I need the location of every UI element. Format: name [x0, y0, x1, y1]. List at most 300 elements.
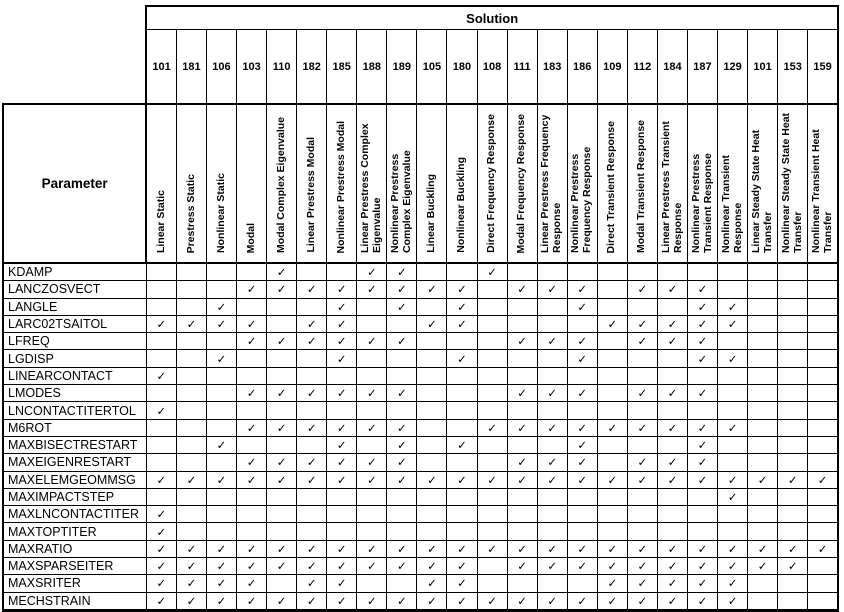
matrix-cell — [297, 281, 327, 298]
matrix-cell — [176, 558, 206, 575]
matrix-cell — [748, 419, 778, 436]
matrix-cell — [237, 350, 267, 367]
matrix-cell — [657, 471, 687, 488]
matrix-cell — [597, 558, 627, 575]
solution-code-109: 109 — [597, 30, 627, 105]
solution-name-cell — [417, 104, 447, 263]
matrix-cell — [297, 263, 327, 281]
matrix-cell — [627, 523, 657, 540]
check-icon: ✓ — [336, 576, 347, 591]
matrix-cell — [778, 298, 808, 315]
matrix-cell — [537, 592, 567, 610]
matrix-cell — [778, 367, 808, 384]
check-icon: ✓ — [637, 317, 648, 332]
parameter-row-maxratio — [3, 540, 838, 557]
matrix-cell — [387, 298, 417, 315]
matrix-cell — [778, 523, 808, 540]
matrix-cell — [657, 281, 687, 298]
matrix-cell — [627, 558, 657, 575]
check-icon: ✓ — [457, 541, 467, 556]
matrix-cell — [687, 315, 717, 332]
matrix-cell — [537, 367, 567, 384]
check-icon: ✓ — [757, 472, 768, 487]
matrix-cell — [627, 436, 657, 453]
solution-name-label: Direct Transient Response — [605, 120, 618, 253]
matrix-cell — [146, 419, 176, 436]
check-icon: ✓ — [186, 541, 197, 556]
solution-name-cell — [297, 104, 327, 263]
check-icon: ✓ — [577, 541, 588, 556]
matrix-cell — [206, 506, 236, 523]
check-icon: ✓ — [276, 282, 287, 297]
matrix-cell — [808, 436, 838, 453]
matrix-cell — [206, 592, 236, 610]
matrix-cell — [176, 263, 206, 281]
matrix-cell — [447, 419, 477, 436]
matrix-cell — [387, 592, 417, 610]
check-icon: ✓ — [697, 438, 708, 453]
solution-code-111: 111 — [507, 30, 537, 105]
matrix-cell — [597, 402, 627, 419]
matrix-cell — [537, 575, 567, 592]
matrix-cell — [477, 488, 507, 505]
check-icon: ✓ — [276, 541, 287, 556]
check-icon: ✓ — [607, 541, 618, 556]
check-icon: ✓ — [577, 472, 588, 487]
solution-codes-row — [3, 30, 838, 105]
matrix-cell — [718, 385, 748, 402]
solution-code-103: 103 — [237, 30, 267, 105]
matrix-cell — [447, 575, 477, 592]
solution-name-cell — [206, 104, 236, 263]
matrix-cell — [778, 488, 808, 505]
matrix-cell — [567, 540, 597, 557]
matrix-cell — [237, 367, 267, 384]
check-icon: ✓ — [246, 317, 257, 332]
matrix-cell — [627, 488, 657, 505]
check-icon: ✓ — [397, 420, 407, 435]
solution-code-184: 184 — [657, 30, 687, 105]
matrix-cell — [297, 385, 327, 402]
check-icon: ✓ — [306, 386, 317, 401]
matrix-cell — [447, 454, 477, 471]
matrix-cell — [687, 436, 717, 453]
matrix-cell — [507, 402, 537, 419]
matrix-cell — [748, 333, 778, 350]
solution-name-cell — [778, 104, 808, 263]
matrix-cell — [237, 419, 267, 436]
matrix-cell — [327, 367, 357, 384]
check-icon: ✓ — [517, 282, 527, 297]
matrix-cell — [808, 281, 838, 298]
check-icon: ✓ — [667, 282, 678, 297]
check-icon: ✓ — [336, 472, 347, 487]
matrix-cell — [507, 523, 537, 540]
matrix-cell — [477, 471, 507, 488]
check-icon: ✓ — [156, 541, 167, 556]
check-icon: ✓ — [156, 576, 167, 591]
matrix-cell — [657, 575, 687, 592]
matrix-cell — [146, 263, 176, 281]
check-icon: ✓ — [336, 455, 347, 470]
matrix-cell — [537, 436, 567, 453]
check-icon: ✓ — [667, 559, 678, 574]
matrix-cell — [657, 454, 687, 471]
matrix-cell — [267, 281, 297, 298]
check-icon: ✓ — [517, 386, 527, 401]
matrix-cell — [687, 263, 717, 281]
matrix-cell — [537, 540, 567, 557]
check-icon: ✓ — [547, 386, 557, 401]
matrix-cell — [206, 263, 236, 281]
check-icon: ✓ — [306, 420, 317, 435]
matrix-cell — [176, 436, 206, 453]
matrix-cell — [507, 454, 537, 471]
check-icon: ✓ — [216, 559, 227, 574]
solution-name-label: Modal Complex Eigenvalue — [274, 117, 287, 253]
matrix-cell — [537, 506, 567, 523]
matrix-cell — [387, 506, 417, 523]
matrix-cell — [327, 333, 357, 350]
matrix-cell — [447, 540, 477, 557]
matrix-cell — [417, 488, 447, 505]
check-icon: ✓ — [336, 593, 347, 608]
matrix-cell — [206, 350, 236, 367]
matrix-cell — [567, 350, 597, 367]
matrix-cell — [297, 298, 327, 315]
matrix-cell — [146, 367, 176, 384]
check-icon: ✓ — [787, 559, 798, 574]
solution-name-label: Prestress Static — [184, 173, 197, 253]
matrix-cell — [537, 298, 567, 315]
check-icon: ✓ — [727, 576, 738, 591]
solution-name-cell — [657, 104, 687, 263]
matrix-cell — [718, 350, 748, 367]
check-icon: ✓ — [817, 472, 828, 487]
matrix-cell — [808, 471, 838, 488]
matrix-cell — [748, 506, 778, 523]
check-icon: ✓ — [607, 472, 618, 487]
matrix-cell — [417, 367, 447, 384]
check-icon: ✓ — [366, 593, 377, 608]
corner-spacer — [3, 6, 146, 30]
solution-name-cell — [627, 104, 657, 263]
check-icon: ✓ — [366, 455, 377, 470]
check-icon: ✓ — [336, 282, 347, 297]
matrix-cell — [507, 298, 537, 315]
check-icon: ✓ — [547, 282, 557, 297]
check-icon: ✓ — [336, 299, 347, 314]
check-icon: ✓ — [697, 386, 708, 401]
matrix-cell — [206, 540, 236, 557]
matrix-cell — [748, 488, 778, 505]
matrix-cell — [417, 523, 447, 540]
matrix-cell — [176, 523, 206, 540]
matrix-cell — [297, 350, 327, 367]
matrix-cell — [627, 350, 657, 367]
check-icon: ✓ — [397, 265, 407, 280]
matrix-cell — [657, 367, 687, 384]
solution-name-label: Linear Prestress Complex Eigenvalue — [359, 123, 383, 253]
check-icon: ✓ — [667, 541, 678, 556]
solution-name-cell — [537, 104, 567, 263]
matrix-cell — [627, 402, 657, 419]
matrix-cell — [657, 506, 687, 523]
matrix-cell — [477, 315, 507, 332]
check-icon: ✓ — [517, 455, 527, 470]
matrix-cell — [176, 385, 206, 402]
matrix-cell — [146, 558, 176, 575]
solution-name-cell — [687, 104, 717, 263]
check-icon: ✓ — [336, 334, 347, 349]
matrix-cell — [297, 333, 327, 350]
parameter-name: MAXELEMGEOMMSG — [3, 471, 146, 488]
matrix-cell — [537, 523, 567, 540]
matrix-cell — [327, 315, 357, 332]
matrix-cell — [267, 333, 297, 350]
matrix-cell — [627, 506, 657, 523]
matrix-cell — [206, 558, 236, 575]
matrix-cell — [146, 506, 176, 523]
check-icon: ✓ — [697, 317, 708, 332]
matrix-cell — [748, 592, 778, 610]
matrix-cell — [567, 454, 597, 471]
matrix-cell — [176, 488, 206, 505]
matrix-cell — [357, 281, 387, 298]
matrix-cell — [597, 454, 627, 471]
check-icon: ✓ — [306, 593, 317, 608]
matrix-cell — [357, 402, 387, 419]
check-icon: ✓ — [577, 438, 588, 453]
matrix-cell — [447, 367, 477, 384]
matrix-cell — [687, 385, 717, 402]
check-icon: ✓ — [246, 559, 257, 574]
matrix-cell — [567, 402, 597, 419]
matrix-cell — [657, 419, 687, 436]
matrix-cell — [627, 281, 657, 298]
matrix-cell — [297, 575, 327, 592]
matrix-cell — [357, 540, 387, 557]
check-icon: ✓ — [156, 403, 167, 418]
matrix-cell — [477, 592, 507, 610]
check-icon: ✓ — [397, 334, 407, 349]
matrix-cell — [267, 558, 297, 575]
solution-code-153: 153 — [778, 30, 808, 105]
matrix-cell — [687, 575, 717, 592]
matrix-cell — [597, 488, 627, 505]
matrix-cell — [657, 298, 687, 315]
matrix-cell — [537, 471, 567, 488]
matrix-cell — [718, 419, 748, 436]
check-icon: ✓ — [427, 593, 437, 608]
matrix-cell — [176, 471, 206, 488]
check-icon: ✓ — [667, 472, 678, 487]
matrix-cell — [417, 540, 447, 557]
solution-names-row — [3, 104, 838, 263]
check-icon: ✓ — [306, 472, 317, 487]
matrix-cell — [778, 575, 808, 592]
matrix-cell — [507, 367, 537, 384]
matrix-cell — [567, 315, 597, 332]
check-icon: ✓ — [757, 541, 768, 556]
check-icon: ✓ — [667, 317, 678, 332]
matrix-cell — [597, 263, 627, 281]
matrix-cell — [387, 402, 417, 419]
matrix-cell — [237, 575, 267, 592]
matrix-cell — [447, 263, 477, 281]
matrix-cell — [357, 350, 387, 367]
matrix-cell — [507, 540, 537, 557]
matrix-cell — [748, 263, 778, 281]
matrix-cell — [297, 402, 327, 419]
matrix-cell — [176, 454, 206, 471]
solution-name-label: Linear Prestress Frequency Response — [539, 114, 564, 253]
parameter-name: LFREQ — [3, 333, 146, 350]
matrix-cell — [387, 454, 417, 471]
matrix-cell — [778, 263, 808, 281]
matrix-cell — [477, 333, 507, 350]
check-icon: ✓ — [156, 593, 167, 608]
check-icon: ✓ — [727, 559, 738, 574]
matrix-cell — [778, 558, 808, 575]
matrix-cell — [657, 315, 687, 332]
solution-header-row — [3, 6, 838, 30]
check-icon: ✓ — [607, 576, 618, 591]
matrix-cell — [297, 436, 327, 453]
parameter-row-maxsriter — [3, 575, 838, 592]
matrix-cell — [507, 575, 537, 592]
matrix-cell — [387, 315, 417, 332]
check-icon: ✓ — [336, 559, 347, 574]
check-icon: ✓ — [427, 541, 437, 556]
matrix-cell — [447, 471, 477, 488]
check-icon: ✓ — [156, 507, 167, 522]
corner-spacer — [3, 30, 146, 105]
parameter-name: LARC02TSAITOL — [3, 315, 146, 332]
matrix-cell — [357, 385, 387, 402]
matrix-cell — [808, 419, 838, 436]
matrix-cell — [507, 350, 537, 367]
matrix-cell — [718, 281, 748, 298]
matrix-cell — [567, 488, 597, 505]
matrix-cell — [567, 575, 597, 592]
check-icon: ✓ — [517, 420, 527, 435]
parameter-name: MAXBISECTRESTART — [3, 436, 146, 453]
solution-name-cell — [597, 104, 627, 263]
matrix-cell — [146, 540, 176, 557]
matrix-cell — [657, 333, 687, 350]
check-icon: ✓ — [607, 420, 618, 435]
matrix-cell — [477, 281, 507, 298]
parameter-row-maxlncontactiter — [3, 506, 838, 523]
parameter-row-lgdisp — [3, 350, 838, 367]
matrix-cell — [597, 523, 627, 540]
matrix-cell — [176, 540, 206, 557]
matrix-cell — [447, 436, 477, 453]
parameter-name: MECHSTRAIN — [3, 592, 146, 610]
matrix-cell — [507, 488, 537, 505]
parameter-name: MAXIMPACTSTEP — [3, 488, 146, 505]
check-icon: ✓ — [246, 386, 257, 401]
solution-name-label: Nonlinear Prestress Frequency Response — [569, 146, 594, 253]
matrix-cell — [297, 454, 327, 471]
matrix-cell — [297, 523, 327, 540]
check-icon: ✓ — [487, 472, 497, 487]
parameter-row-larc02tsaitol — [3, 315, 838, 332]
matrix-cell — [718, 367, 748, 384]
check-icon: ✓ — [577, 299, 588, 314]
matrix-cell — [687, 471, 717, 488]
matrix-cell — [267, 575, 297, 592]
matrix-cell — [597, 592, 627, 610]
check-icon: ✓ — [397, 593, 407, 608]
matrix-cell — [206, 367, 236, 384]
matrix-cell — [146, 333, 176, 350]
matrix-cell — [447, 385, 477, 402]
matrix-cell — [206, 471, 236, 488]
solution-name-label: Linear Prestress Transient Response — [659, 121, 684, 253]
matrix-cell — [748, 315, 778, 332]
matrix-cell — [627, 315, 657, 332]
matrix-cell — [297, 558, 327, 575]
check-icon: ✓ — [457, 593, 467, 608]
matrix-cell — [237, 488, 267, 505]
matrix-cell — [387, 385, 417, 402]
matrix-cell — [687, 402, 717, 419]
matrix-cell — [387, 488, 417, 505]
matrix-cell — [477, 419, 507, 436]
matrix-cell — [687, 333, 717, 350]
check-icon: ✓ — [757, 559, 768, 574]
matrix-cell — [327, 471, 357, 488]
matrix-cell — [597, 315, 627, 332]
parameter-name: MAXSRITER — [3, 575, 146, 592]
check-icon: ✓ — [487, 541, 497, 556]
matrix-cell — [778, 350, 808, 367]
check-icon: ✓ — [397, 282, 407, 297]
solution-code-187: 187 — [687, 30, 717, 105]
check-icon: ✓ — [667, 386, 678, 401]
matrix-cell — [267, 523, 297, 540]
check-icon: ✓ — [397, 299, 407, 314]
check-icon: ✓ — [397, 455, 407, 470]
matrix-cell — [748, 402, 778, 419]
check-icon: ✓ — [697, 334, 708, 349]
matrix-cell — [718, 471, 748, 488]
matrix-cell — [567, 523, 597, 540]
check-icon: ✓ — [216, 317, 227, 332]
solution-name-label: Direct Frequency Response — [485, 114, 498, 253]
matrix-cell — [718, 488, 748, 505]
matrix-cell — [267, 315, 297, 332]
check-icon: ✓ — [577, 593, 588, 608]
check-icon: ✓ — [547, 455, 557, 470]
matrix-cell — [808, 506, 838, 523]
solution-name-label: Nonlinear Prestress Transient Response — [689, 153, 714, 253]
solution-name-label: Nonlinear Prestress Complex Eigenvalue — [389, 150, 413, 253]
matrix-cell — [537, 419, 567, 436]
parameter-row-kdamp — [3, 263, 838, 281]
matrix-cell — [447, 315, 477, 332]
matrix-cell — [657, 263, 687, 281]
matrix-cell — [357, 592, 387, 610]
matrix-cell — [507, 592, 537, 610]
matrix-cell — [357, 333, 387, 350]
matrix-cell — [778, 315, 808, 332]
matrix-cell — [206, 436, 236, 453]
solution-name-label: Nonlinear Prestress Modal — [334, 120, 347, 253]
matrix-cell — [417, 419, 447, 436]
